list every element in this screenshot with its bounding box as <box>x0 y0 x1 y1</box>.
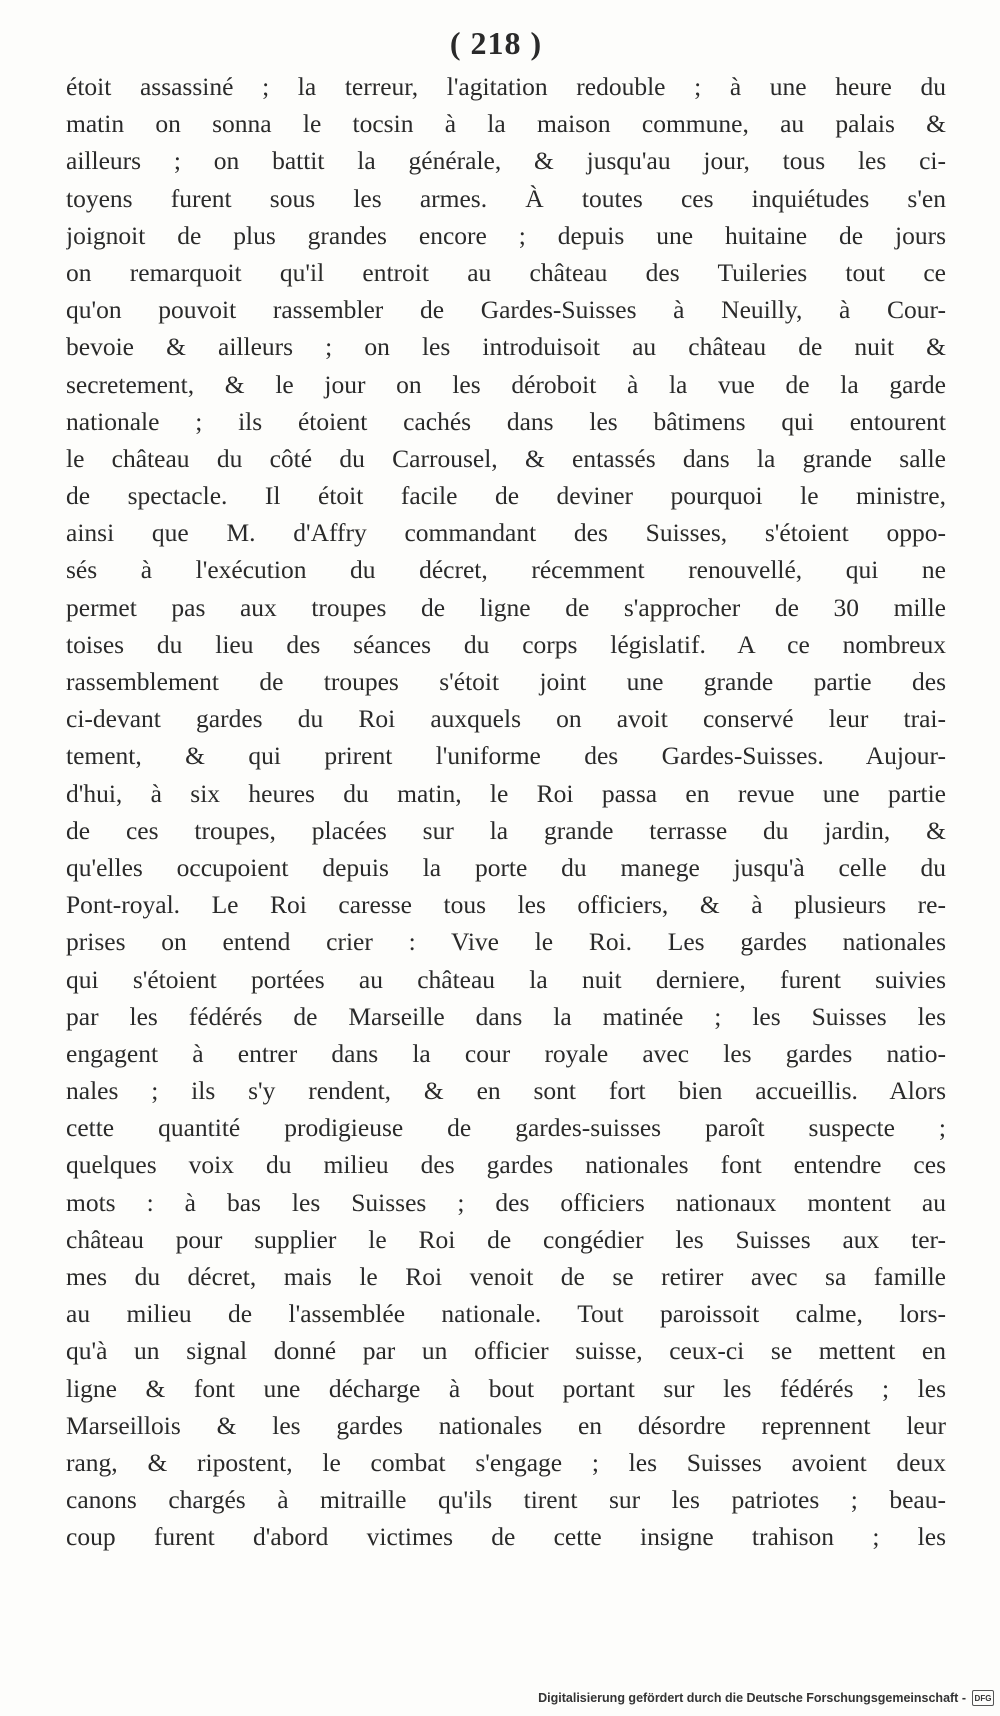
text-line: Marseillois & les gardes nationales en désordre reprennent leur <box>66 1410 946 1440</box>
text-line: de spectacle. Il étoit facile de deviner pourquoi le ministre, <box>66 481 946 511</box>
text-line: bevoie & ailleurs ; on les introduisoit au château de nuit & <box>66 332 946 362</box>
text-line: prises on entend crier : Vive le Roi. Les gardes nationales <box>66 927 946 957</box>
text-line: mots : à bas les Suisses ; des officiers nationaux montent au <box>66 1187 946 1217</box>
text-line: par les fédérés de Marseille dans la matinée ; les Suisses les <box>66 1001 946 1031</box>
text-line: toises du lieu des séances du corps législatif. A ce nombreux <box>66 629 946 659</box>
digitization-credit <box>538 1686 994 1710</box>
page-number: ( 218 ) <box>449 25 543 61</box>
text-line: sés à l'exécution du décret, récemment renouvellé, qui ne <box>66 555 946 585</box>
text-line: on remarquoit qu'il entroit au château des Tuileries tout ce <box>66 257 946 287</box>
text-line: qui s'étoient portées au château la nuit derniere, furent suivies <box>66 964 946 994</box>
text-line: Pont-royal. Le Roi caresse tous les officiers, & à plusieurs re- <box>66 890 946 920</box>
document-page <box>66 22 946 1642</box>
text-line: ligne & font une décharge à bout portant sur les fédérés ; les <box>66 1373 946 1403</box>
text-line: tement, & qui prirent l'uniforme des Gardes-Suisses. Aujour- <box>66 741 946 771</box>
text-line: quelques voix du milieu des gardes nationales font entendre ces <box>66 1150 946 1180</box>
text-line: d'hui, à six heures du matin, le Roi passa en revue une partie <box>66 778 946 808</box>
text-line: étoit assassiné ; la terreur, l'agitation redouble ; à une heure du <box>66 72 946 101</box>
text-line: toyens furent sous les armes. À toutes ces inquiétudes s'en <box>66 183 946 213</box>
text-line: nales ; ils s'y rendent, & en sont fort bien accueillis. Alors <box>66 1076 946 1106</box>
text-line: qu'on pouvoit rassembler de Gardes-Suisses à Neuilly, à Cour- <box>66 295 946 325</box>
text-line: ainsi que M. d'Affry commandant des Suisses, s'étoient oppo- <box>66 518 946 548</box>
text-line: cette quantité prodigieuse de gardes-suisses paroît suspecte ; <box>66 1113 946 1143</box>
text-line: nationale ; ils étoient cachés dans les bâtimens qui entourent <box>66 406 946 436</box>
text-line: ci-devant gardes du Roi auxquels on avoit conservé leur trai- <box>66 704 946 734</box>
text-line: le château du côté du Carrousel, & entassés dans la grande salle <box>66 443 946 473</box>
text-line: engagent à entrer dans la cour royale avec les gardes natio- <box>66 1038 946 1068</box>
text-line: permet pas aux troupes de ligne de s'approcher de 30 mille <box>66 592 946 622</box>
text-line: qu'à un signal donné par un officier suisse, ceux-ci se mettent en <box>66 1336 946 1366</box>
text-line: qu'elles occupoient depuis la porte du manege jusqu'à celle du <box>66 852 946 882</box>
dfg-logo: DFG <box>972 1690 994 1706</box>
text-line: château pour supplier le Roi de congédier les Suisses aux ter- <box>66 1224 946 1254</box>
text-line: ailleurs ; on battit la générale, & jusqu'au jour, tous les ci- <box>66 146 946 176</box>
body-text <box>66 68 946 1556</box>
text-line: coup furent d'abord victimes de cette insigne trahison ; les <box>66 1522 946 1552</box>
text-line: joignoit de plus grandes encore ; depuis une huitaine de jours <box>66 220 946 250</box>
text-line: canons chargés à mitraille qu'ils tirent sur les patriotes ; beau- <box>66 1485 946 1515</box>
text-line: rang, & ripostent, le combat s'engage ; les Suisses avoient deux <box>66 1447 946 1477</box>
text-line: mes du décret, mais le Roi venoit de se retirer avec sa famille <box>66 1262 946 1291</box>
text-line: matin on sonna le tocsin à la maison commune, au palais & <box>66 109 946 139</box>
text-line: au milieu de l'assemblée nationale. Tout paroissoit calme, lors- <box>66 1299 946 1329</box>
text-line: de ces troupes, placées sur la grande terrasse du jardin, & <box>66 815 946 845</box>
text-line: rassemblement de troupes s'étoit joint une grande partie des <box>66 667 946 696</box>
credit-text: Digitalisierung gefördert durch die Deutsche Forschungsgemeinschaft - <box>538 1691 966 1705</box>
text-line: secretement, & le jour on les déroboit à la vue de la garde <box>66 369 946 399</box>
